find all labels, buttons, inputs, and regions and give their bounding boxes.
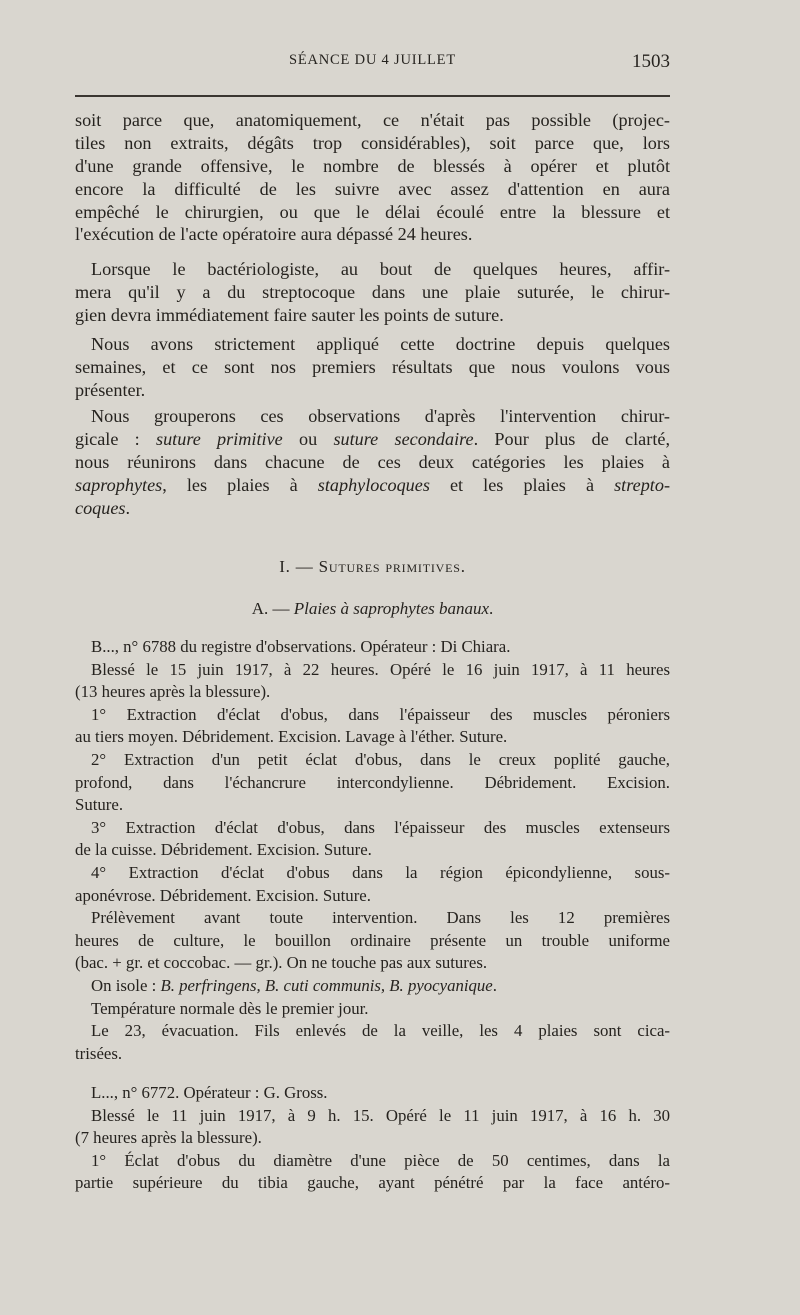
text-line: B..., n° 6788 du registre d'observations. Opérateur : Di Chiara. xyxy=(91,637,511,656)
header-rule xyxy=(75,95,670,97)
text-line: aponévrose. Débridement. Excision. Suture. xyxy=(75,885,371,905)
text-run: . xyxy=(125,497,131,518)
text-line: empêché le chirurgien, ou que le délai écoulé entre la blessure et xyxy=(75,201,670,222)
text-line: profond, dans l'échancrure intercondylienne. Débridement. Excision. xyxy=(75,772,670,792)
italic-term: saprophytes xyxy=(75,474,163,495)
paragraph-4 xyxy=(75,405,670,519)
observation-2 xyxy=(75,1082,670,1195)
italic-term: coques xyxy=(75,497,126,518)
italic-term: B. perfringens, B. cuti communis, B. pyocyanique xyxy=(160,975,493,995)
observation-1 xyxy=(75,636,670,1065)
italic-term: strepto- xyxy=(614,474,670,495)
text-line: 3° Extraction d'éclat d'obus, dans l'épaisseur des muscles extenseurs xyxy=(91,817,670,837)
italic-term: staphylocoques xyxy=(317,474,430,495)
text-line: (13 heures après la blessure). xyxy=(75,682,271,702)
italic-term: suture primitive xyxy=(156,428,283,449)
text-run: A. — xyxy=(251,599,294,618)
text-line: présenter. xyxy=(75,379,146,400)
text-line: (7 heures après la blessure). xyxy=(75,1128,262,1148)
text-line xyxy=(75,474,670,497)
text-line: Prélèvement avant toute intervention. Dans les 12 premières xyxy=(91,908,670,928)
page-number: 1503 xyxy=(632,51,670,72)
italic-term: suture secondaire xyxy=(333,428,474,449)
text-line: encore la difficulté de les suivre avec assez d'attention en aura xyxy=(75,178,670,199)
text-line: Température normale dès le premier jour. xyxy=(91,998,369,1018)
text-run: et les plaies à xyxy=(429,474,615,495)
text-line: Le 23, évacuation. Fils enlevés de la veille, les 4 plaies sont cica- xyxy=(91,1021,670,1041)
text-line: soit parce que, anatomiquement, ce n'était pas possible (projec- xyxy=(75,110,670,130)
running-header xyxy=(75,52,670,76)
text-line: l'exécution de l'acte opératoire aura dépassé 24 heures. xyxy=(75,224,473,245)
text-line: Nous avons strictement appliqué cette doctrine depuis quelques xyxy=(91,334,670,354)
section-heading: I. — Sutures primitives. xyxy=(279,557,466,576)
text-line: semaines, et ce sont nos premiers résultats que nous voulons vous xyxy=(75,356,670,377)
text-line xyxy=(75,428,670,451)
text-run: On isole : xyxy=(91,975,161,995)
text-line: Blessé le 15 juin 1917, à 22 heures. Opéré le 16 juin 1917, à 11 heures xyxy=(91,659,670,679)
text-line: 4° Extraction d'éclat d'obus dans la région épicondylienne, sous- xyxy=(91,862,670,882)
text-line: (bac. + gr. et coccobac. — gr.). On ne touche pas aux sutures. xyxy=(75,953,488,973)
paragraph-2 xyxy=(75,258,670,327)
text-run: ou xyxy=(282,428,334,449)
text-line: au tiers moyen. Débridement. Excision. Lavage à l'éther. Suture. xyxy=(75,727,508,747)
text-line: 2° Extraction d'un petit éclat d'obus, dans le creux poplité gauche, xyxy=(91,749,670,769)
text-line: nous réunirons dans chacune de ces deux catégories les plaies à xyxy=(75,451,670,472)
paragraph-1 xyxy=(75,109,670,246)
text-line: Lorsque le bactériologiste, au bout de quelques heures, affir- xyxy=(91,259,670,279)
text-line xyxy=(75,497,670,520)
text-line: de la cuisse. Débridement. Excision. Suture. xyxy=(75,840,372,860)
text-run: . xyxy=(492,975,497,995)
header-title: SÉANCE DU 4 JUILLET xyxy=(288,52,457,68)
text-run: , les plaies à xyxy=(162,474,318,495)
text-line: partie supérieure du tibia gauche, ayant pénétré par la face antéro- xyxy=(75,1173,670,1193)
text-line xyxy=(75,975,670,998)
paragraph-3 xyxy=(75,333,670,402)
text-line: mera qu'il y a du streptocoque dans une plaie suturée, le chirur- xyxy=(75,281,670,302)
text-line: Nous grouperons ces observations d'après l'intervention chirur- xyxy=(91,406,670,426)
italic-term: Plaies à saprophytes banaux xyxy=(293,599,490,618)
text-line: tiles non extraits, dégâts trop considérables), soit parce que, lors xyxy=(75,132,670,153)
text-line: 1° Éclat d'obus du diamètre d'une pièce de 50 centimes, dans la xyxy=(91,1150,670,1170)
text-line: Suture. xyxy=(75,795,124,815)
text-run: . xyxy=(489,599,494,618)
text-line: L..., n° 6772. Opérateur : G. Gross. xyxy=(91,1083,328,1102)
text-line: Blessé le 11 juin 1917, à 9 h. 15. Opéré le 11 juin 1917, à 16 h. 30 xyxy=(91,1105,670,1125)
text-line: gien devra immédiatement faire sauter les points de suture. xyxy=(75,304,504,325)
text-line: 1° Extraction d'éclat d'obus, dans l'épaisseur des muscles péroniers xyxy=(91,704,670,724)
text-line: trisées. xyxy=(75,1043,123,1063)
text-run: gicale : xyxy=(75,428,156,449)
text-line: d'une grande offensive, le nombre de blessés à opérer et plutôt xyxy=(75,155,670,176)
text-line: heures de culture, le bouillon ordinaire présente un trouble uniforme xyxy=(75,930,670,950)
text-run: . Pour plus de clarté, xyxy=(473,428,670,449)
subsection-heading xyxy=(75,599,670,619)
